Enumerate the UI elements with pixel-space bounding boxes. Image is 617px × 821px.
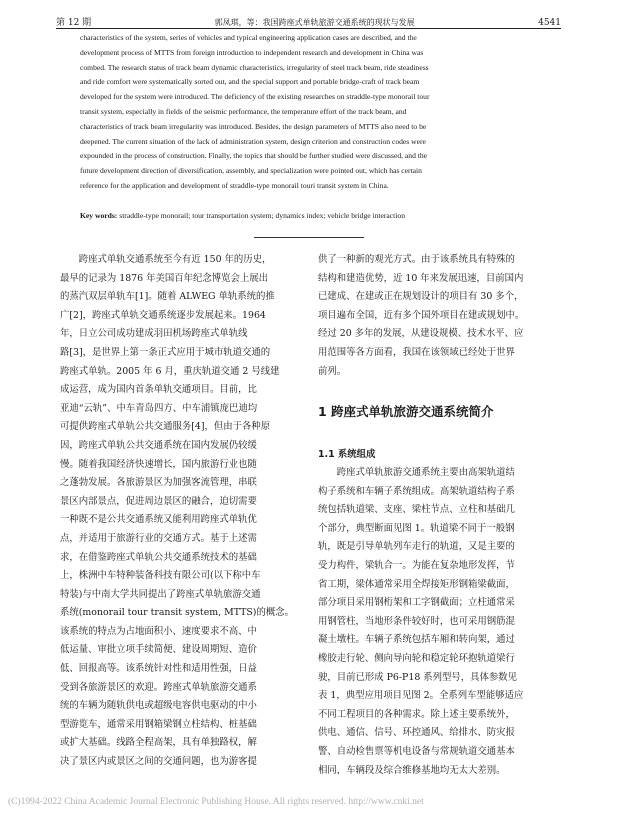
body-line: 用钢管柱，当地形条件较好时，也可采用钢筋混 [318, 615, 515, 627]
body-line: 低、回报高等。该系统针对性和适用性强，日益 [60, 663, 257, 675]
abstract-line: characteristics of track beam irregularity was introduced. Besides, the design parameters of MTTS also need to be [80, 121, 427, 131]
body-line: 结构和建造优势，近 10 年来发展迅速，目前国内 [318, 272, 524, 284]
body-line: 系统(monorail tour transit system, MTTS)的概念。 [60, 607, 294, 619]
body-line: 跨座式单轨。2005 年 6 月，重庆轨道交通 2 号线建 [60, 365, 280, 377]
body-line: 亚迪“云轨”、中车青岛四方、中车浦镇庞巴迪均 [60, 402, 258, 414]
body-line: 相同，车辆段及综合维修基地均无太大差别。 [318, 764, 506, 776]
body-line: 上，株洲中车特种装备科技有限公司(以下称中车 [60, 570, 261, 582]
body-line: 表 1，典型应用项目见图 2。全系列车型能够适应 [318, 690, 524, 702]
body-line: 或扩大基础。线路全程高架，具有单独路权，解 [60, 737, 257, 749]
body-line: 统包括轨道梁、支座、梁柱节点、立柱和基础几 [318, 504, 515, 516]
running-title: 郭凤琪，等：我国跨座式单轨旅游交通系统的现状与发展 [214, 18, 415, 27]
abstract-line: expounded in the process of construction. Finally, the topics that should be further studied were discussed, and the [80, 151, 428, 161]
body-line: 特装)与中南大学共同提出了跨座式单轨旅游交通 [60, 588, 261, 600]
keywords-label: Key words: [80, 211, 118, 220]
abstract-line: characteristics of the system, series of vehicles and typical engineering application cases are described, and the [80, 33, 417, 42]
body-line: 型游览车，通常采用钢箱梁钢立柱结构、桩基础 [60, 718, 257, 730]
body-line: 成运营，成为国内首条单轨交通项目。目前，比 [60, 384, 257, 396]
body-line: 跨座式单轨交通系统至今有近 150 年的历史， [78, 254, 272, 265]
body-line: 不同工程项目的各种需求。除上述主要系统外， [318, 708, 515, 720]
body-line: 凝土墩柱。车辆子系统包括车厢和转向架，通过 [318, 634, 515, 646]
body-line: 已建成、在建或正在规划设计的项目有 30 多个， [318, 291, 524, 303]
body-line: 决了景区内或景区之间的交通问题，也为游客提 [60, 756, 257, 768]
body-line: 部分项目采用钢桁架和工字钢截面；立柱通常采 [318, 597, 515, 609]
body-line: 可提供跨座式单轨公共交通服务[4]，但由于各种原 [60, 421, 271, 433]
body-line: 驶，目前已形成 P6-P18 系列型号，具体参数见 [318, 671, 518, 683]
abstract-text [80, 31, 540, 194]
body-line: 跨座式单轨旅游交通系统主要由高架轨道结 [336, 467, 515, 478]
page-header [56, 14, 561, 28]
abstract-line: deepened. The current situation of the lack of administration system, design criterion and construction codes were [80, 136, 426, 146]
body-line: 点，并适用于旅游行业的交通方式。基于上述需 [60, 532, 257, 544]
section-heading: 1 跨座式单轨旅游交通系统简介 [318, 404, 494, 419]
header-rule [56, 28, 561, 29]
body-line: 一种既不是公共交通系统又能利用跨座式单轨优 [60, 514, 257, 526]
abstract-line: transit system, especially in fields of the seismic performance, the temperature effort of the track beam, and [80, 106, 407, 116]
body-line: 广[2]，跨座式单轨交通系统逐步发展起来。1964 [60, 309, 266, 321]
body-line: 统的车辆为随轨供电或超级电容供电驱动的中小 [60, 700, 257, 712]
body-line: 构子系统和车辆子系统组成。高架轨道结构子系 [318, 485, 515, 497]
copyright-footer: (C)1994-2022 China Academic Journal Electronic Publishing House. All rights reserved. http://www.cnki.net [8, 797, 424, 807]
body-line: 该系统的特点为占地面积小、速度要求不高、中 [60, 625, 257, 637]
body-line: 供了一种新的观光方式。由于该系统具有特殊的 [318, 254, 515, 265]
body-line: 供电、通信、信号、环控通风、给排水、防灾报 [318, 727, 515, 739]
right-column-top [318, 251, 559, 381]
keywords [80, 210, 540, 222]
body-line: 之蓬勃发展。各旅游景区为加强客流管理，串联 [60, 477, 257, 489]
page-number: 4541 [538, 18, 561, 28]
left-column [60, 251, 301, 772]
body-line: 求，在借鉴跨座式单轨公共交通系统技术的基础 [60, 551, 257, 563]
body-line: 经过 20 多年的发展，从建设规模、技术水平、应 [318, 328, 524, 340]
body-line: 最早的记录为 1876 年美国百年纪念博览会上展出 [60, 272, 268, 284]
body-line: 因，跨座式单轨公共交通系统在国内发展仍较缓 [60, 439, 257, 451]
right-column-bottom [318, 464, 559, 780]
body-line: 轨，既是引导单轨列车走行的轨道，又是主要的 [318, 541, 515, 553]
body-line: 景区内部景点，促进周边景区的融合，迫切需要 [60, 495, 257, 507]
section-divider [254, 237, 364, 238]
body-line: 年，日立公司成功建成羽田机场跨座式单轨线 [60, 328, 248, 340]
abstract-line: combed. The research status of track beam dynamic characteristics, irregularity of steel track beam, ride steadiness [80, 62, 429, 72]
abstract-line: and ride comfort were systematically sorted out, and the special support and portable bridge-craft of track beam [80, 77, 420, 87]
body-line: 橡胶走行轮、侧向导向轮和稳定轮环抱轨道梁行 [318, 652, 515, 664]
body-line: 慢。随着我国经济快速增长，国内旅游行业也随 [60, 458, 257, 470]
keywords-text: straddle-type monorail; tour transportation system; dynamics index; vehicle bridge interaction [117, 211, 405, 220]
body-line: 路[3]，是世界上第一条正式应用于城市轨道交通的 [60, 346, 271, 358]
body-line: 的蒸汽双层单轨车[1]。随着 ALWEG 单轨系统的推 [60, 291, 275, 303]
body-line: 用范围等各方面看，我国在该领域已经处于世界 [318, 346, 515, 358]
body-line: 受到各旅游景区的欢迎。跨座式单轨旅游交通系 [60, 681, 257, 693]
body-line: 警、自动检售票等机电设备与常规轨道交通基本 [318, 745, 515, 757]
abstract-line: reference for the application and development of straddle-type monorail touri transit system in China. [80, 180, 389, 190]
body-line: 个部分，典型断面见图 1。轨道梁不同于一般钢 [318, 522, 515, 534]
body-line: 受力构件，梁轨合一。为能在复杂地形发挥，节 [318, 559, 515, 571]
subsection-heading: 1.1 系统组成 [318, 449, 376, 460]
body-line: 前列。 [318, 365, 347, 377]
abstract-line: developed for the system were introduced. The deficiency of the existing researches on straddle-type monorail tour [80, 92, 430, 102]
abstract-line: development process of MTTS from foreign introduction to independent research and development in China was [80, 47, 424, 57]
issue-number: 第 12 期 [56, 18, 92, 28]
body-line: 低运量、审批立项手续简便、建设周期短、造价 [60, 644, 257, 656]
abstract-line: future development direction of diversification, assembly, and specialization were pointed out, which has certain [80, 166, 422, 176]
body-line: 项目遍布全国，近有多个国外项目在建或规划中。 [318, 309, 525, 321]
body-line: 省工期，梁体通常采用全焊接矩形钢箱梁截面， [318, 578, 515, 590]
